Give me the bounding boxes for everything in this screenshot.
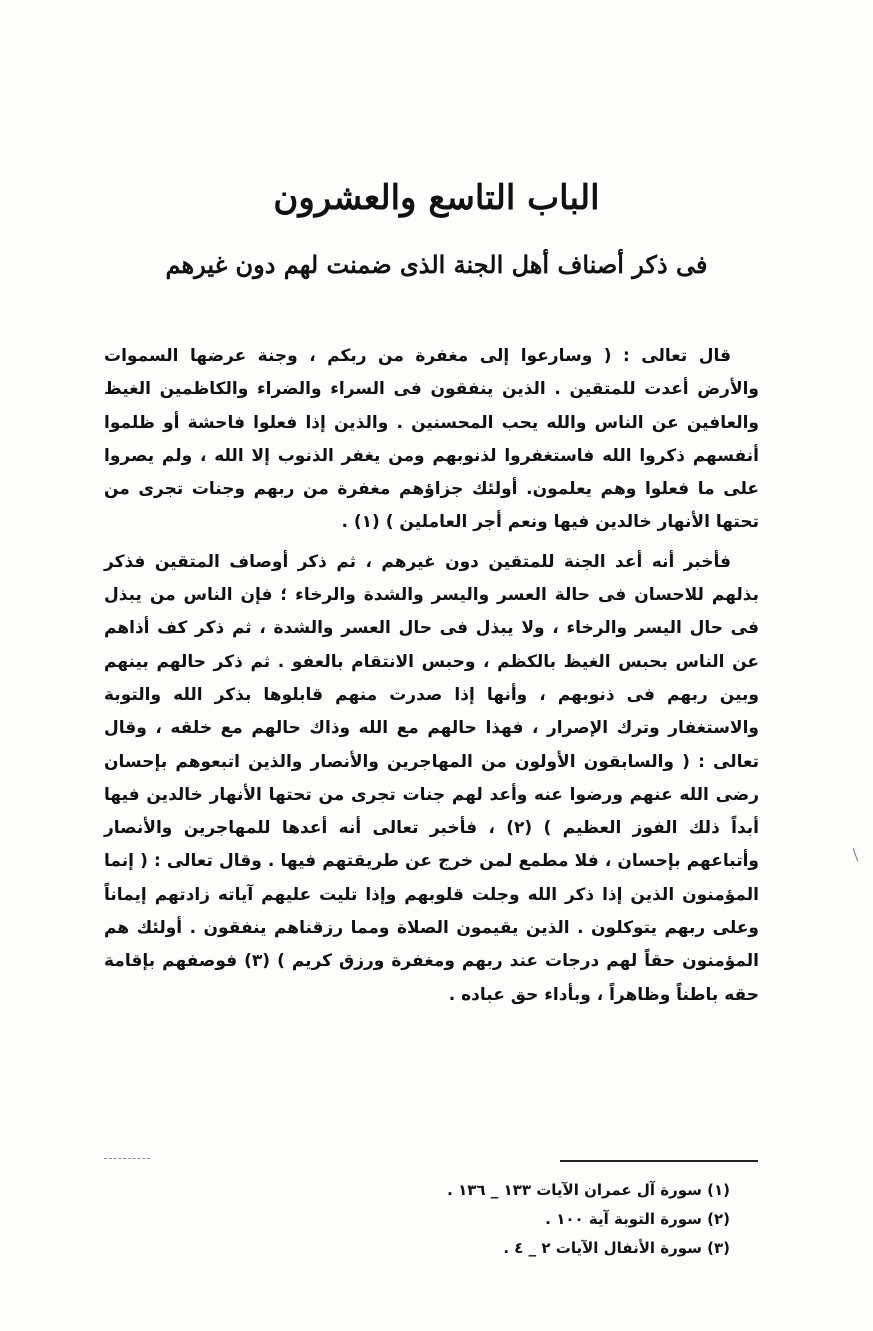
scan-artifact-dash bbox=[104, 1158, 150, 1159]
paragraph-1: قال تعالى : ( وسارعوا إلى مغفرة من ربكم ، وجنة عرضها السموات والأرض أعدت للمتقين . الذين ينفقون فى السراء والضراء والكاظمين الغيظ والعافين عن الناس والله يحب المحسنين . والذين إذا فعلوا فاحشة أو ظلموا أنفسهم ذكروا الله فاستغفروا لذنوبهم ومن يغفر الذنوب إلا الله ، ولم يصروا على ما فعلوا وهم يعلمون. أولئك جزاؤهم مغفرة من ربهم وجنات تجرى من تحتها الأنهار خالدين فيها ونعم أجر العاملين ) (١) . bbox=[104, 346, 759, 533]
footnote-2: (٢) سورة التوبة آية ١٠٠ . bbox=[545, 1210, 730, 1228]
body-text bbox=[104, 340, 759, 1018]
footnote-1: (١) سورة آل عمران الآيات ١٣٣ _ ١٣٦ . bbox=[447, 1181, 730, 1199]
scan-artifact-mark bbox=[853, 848, 859, 861]
paragraph-2: فأخبر أنه أعد الجنة للمتقين دون غيرهم ، ثم ذكر أوصاف المتقين فذكر بذلهم للاحسان فى حالة العسر واليسر والشدة والرخاء ؛ فإن الناس من يبذل فى حال اليسر والرخاء ، ولا يبذل فى حال العسر والشدة ، ثم ذكر كف أذاهم عن الناس بحبس الغيظ بالكظم ، وحبس الانتقام بالعفو . ثم ذكر حالهم بينهم وبين ربهم فى ذنوبهم ، وأنها إذا صدرت منهم قابلوها بذكر الله والتوبة والاستغفار وترك الإصرار ، فهذا حالهم مع الله وذاك حالهم مع خلقه ، وقال تعالى : ( والسابقون الأولون من المهاجرين والأنصار والذين اتبعوهم بإحسان رضى الله عنهم ورضوا عنه وأعد لهم جنات تجرى من تحتها الأنهار خالدين فيها أبداً ذلك الفوز العظيم ) (٢) ، فأخبر تعالى أنه أعدها للمهاجرين والأنصار وأتباعهم بإحسان ، فلا مطمع لمن خرج عن طريقتهم فيها . وقال تعالى : ( إنما المؤمنون الذين إذا ذكر الله وجلت قلوبهم وإذا تليت عليهم آياته زادتهم إيماناً وعلى ربهم يتوكلون . الذين يقيمون الصلاة ومما رزقناهم ينفقون . أولئك هم المؤمنون حقاً لهم درجات عند ربهم ومغفرة ورزق كريم ) (٣) فوصفهم بإقامة حقه باطناً وظاهراً ، وبأداء حق عباده . bbox=[104, 551, 759, 1005]
footnote-divider bbox=[560, 1160, 758, 1162]
chapter-subtitle: فى ذكر أصناف أهل الجنة الذى ضمنت لهم دون غيرهم bbox=[165, 250, 708, 279]
chapter-title: الباب التاسع والعشرون bbox=[273, 178, 600, 218]
footnotes bbox=[300, 1176, 730, 1263]
footnote-3: (٣) سورة الأنفال الآيات ٢ _ ٤ . bbox=[503, 1239, 730, 1257]
